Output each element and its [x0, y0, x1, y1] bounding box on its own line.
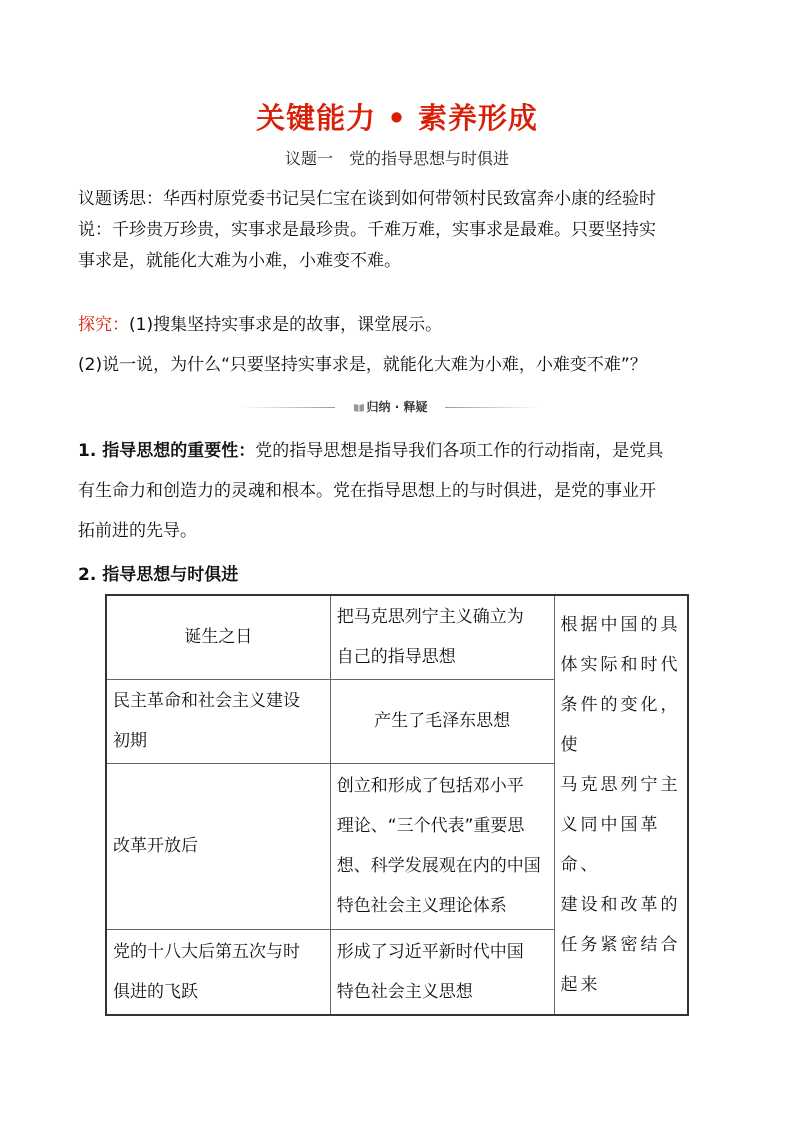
content-cell: 产生了毛泽东思想	[330, 679, 554, 763]
content-line: 自己的指导思想	[336, 647, 456, 668]
section-divider	[240, 398, 540, 416]
period-line: 初期	[113, 731, 147, 751]
point-1-line-3: 拓前进的先导。	[78, 521, 197, 541]
content-cell	[330, 929, 554, 1015]
content-line: 特色社会主义理论体系	[336, 896, 507, 916]
point-1-heading: 1. 指导思想的重要性：	[78, 441, 256, 461]
book-icon	[353, 402, 365, 412]
point-1-line-2: 有生命力和创造力的灵魂和根本。党在指导思想上的与时俱进，是党的事业开	[78, 481, 656, 501]
intro-line-3: 事求是，就能化大难为小难，小难变不难。	[78, 251, 401, 271]
intro-line-2: 说：千珍贵万珍贵，实事求是最珍贵。千难万难，实事求是最难。只要坚持实	[78, 220, 656, 240]
period-cell: 改革开放后	[106, 763, 330, 929]
summary-line: 起来	[560, 975, 601, 995]
explore-question-2: (2)说一说，为什么“只要坚持实事求是，就能化大难为小难，小难变不难”？	[78, 355, 647, 375]
explore-section	[78, 310, 718, 381]
divider-line-right	[445, 407, 540, 408]
page-title: 关键能力 • 素养形成	[256, 101, 538, 135]
period-line: 党的十八大后第五次与时	[113, 941, 300, 962]
explore-question-1: (1)搜集坚持实事求是的故事，课堂展示。	[129, 315, 443, 335]
content-line: 想、科学发展观在内的中国	[336, 856, 541, 876]
summary-line: 任务紧密结合	[560, 935, 681, 955]
summary-line: 根据中国的具	[560, 615, 681, 635]
point-1-line-1: 党的指导思想是指导我们各项工作的行动指南，是党具	[255, 441, 664, 461]
content-line: 把马克思列宁主义确立为	[336, 607, 524, 628]
summary-line: 马克思列宁主	[560, 775, 681, 795]
period-line: 民主革命和社会主义建设	[113, 691, 300, 711]
period-cell	[106, 929, 330, 1015]
divider-label-text: 归纳 · 释疑	[366, 400, 428, 414]
guiding-thought-table	[105, 594, 689, 1016]
summary-line: 体实际和时代	[560, 655, 681, 675]
divider-line-left	[240, 407, 335, 408]
divider-label	[345, 398, 435, 416]
explore-label: 探究：	[78, 315, 129, 335]
summary-cell	[554, 595, 688, 1015]
period-cell: 诞生之日	[106, 595, 330, 679]
summary-line: 条件的变化，使	[560, 695, 681, 755]
content-cell	[330, 595, 554, 679]
intro-paragraph	[78, 184, 718, 277]
content-line: 形成了习近平新时代中国	[336, 941, 524, 962]
table-row	[106, 595, 688, 679]
content-line: 理论、“三个代表”重要思	[336, 816, 525, 836]
intro-label: 议题诱思：	[78, 189, 163, 209]
period-cell	[106, 679, 330, 763]
content-line: 特色社会主义思想	[336, 981, 473, 1002]
intro-line-1: 华西村原党委书记吴仁宝在谈到如何带领村民致富奔小康的经验时	[163, 189, 656, 209]
summary-line: 义同中国革命、	[560, 815, 661, 875]
content-cell	[330, 763, 554, 929]
point-2-heading: 2. 指导思想与时俱进	[78, 565, 239, 585]
point-1	[78, 436, 718, 547]
summary-line: 建设和改革的	[560, 895, 681, 915]
content-line: 创立和形成了包括邓小平	[336, 776, 524, 796]
period-line: 俱进的飞跃	[113, 981, 198, 1002]
topic-title: 议题一 党的指导思想与时俱进	[284, 149, 509, 168]
